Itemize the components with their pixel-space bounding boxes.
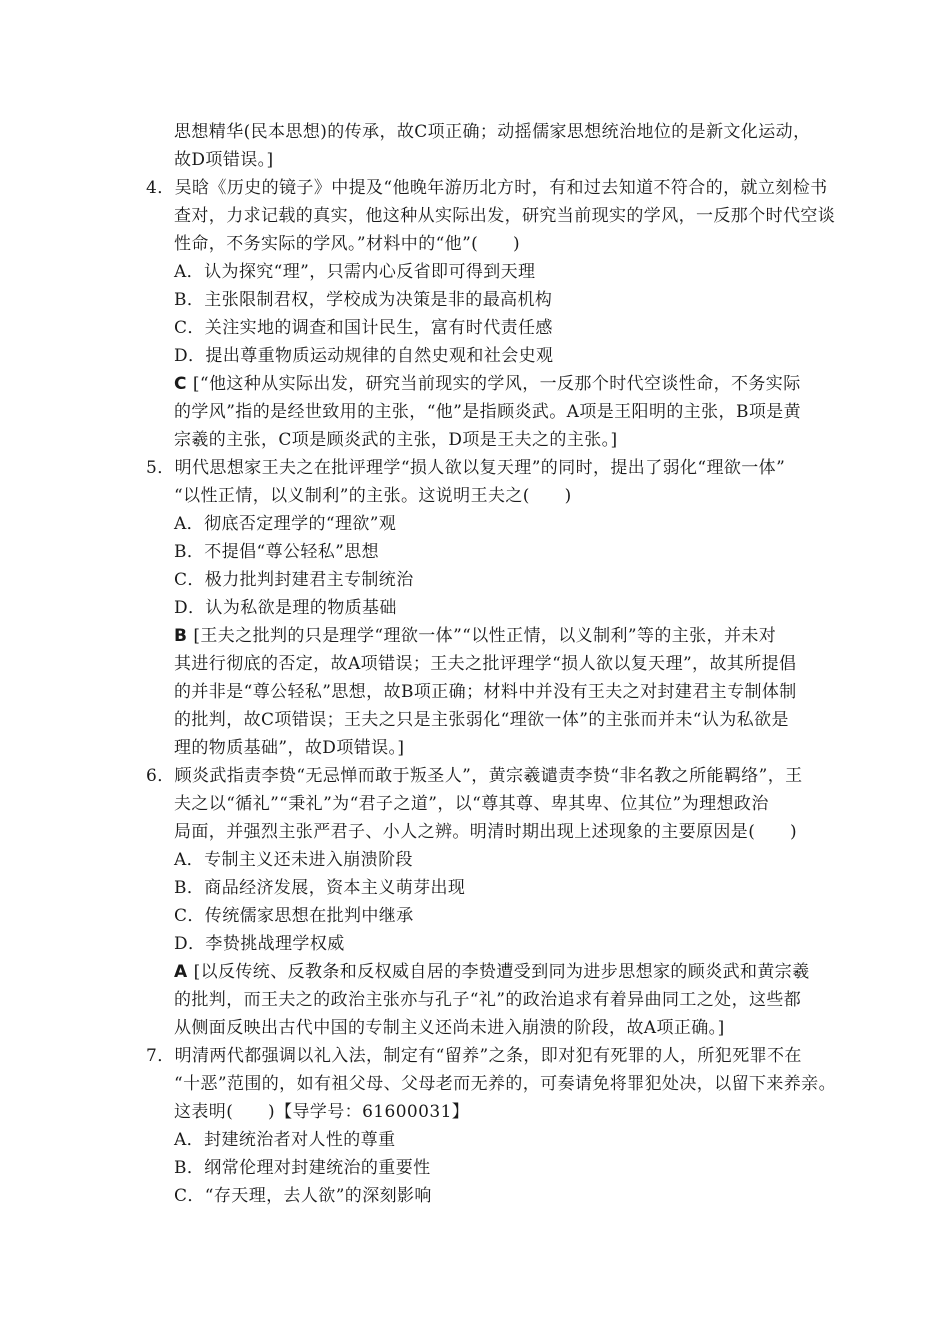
question-5-answer [174, 622, 776, 650]
question-6-option-d: D．李贽挑战理学权威 [174, 934, 345, 954]
text-line: 故D项错误。] [174, 150, 274, 170]
question-6-option-a: A．专制主义还未进入崩溃阶段 [174, 850, 413, 870]
question-6-answer [174, 958, 810, 986]
question-7-stem: 7．明清两代都强调以礼入法，制定有“留养”之条，即对犯有死罪的人，所犯死罪不在 [146, 1046, 802, 1066]
question-6-stem: 夫之以“循礼”“秉礼”为“君子之道”，以“尊其尊、卑其卑、位其位”为理想政治 [174, 794, 769, 814]
question-6-option-b: B．商品经济发展，资本主义萌芽出现 [174, 878, 466, 898]
question-4-stem: 4．吴晗《历史的镜子》中提及“他晚年游历北方时，有和过去知道不符合的，就立刻检书 [146, 178, 828, 198]
question-7-option-a: A．封建统治者对人性的尊重 [174, 1130, 396, 1150]
text-line: 思想精华(民本思想)的传承，故C项正确；动摇儒家思想统治地位的是新文化运动， [174, 122, 811, 142]
answer-text: [王夫之批判的只是理学“理欲一体”“以性正情，以义制利”等的主张，并未对 [193, 626, 777, 646]
question-4-option-b: B．主张限制君权，学校成为决策是非的最高机构 [174, 290, 553, 310]
answer-letter: A [174, 962, 188, 982]
question-5-answer: 其进行彻底的否定，故A项错误；王夫之批评理学“损人欲以复天理”，故其所提倡 [174, 654, 797, 674]
question-4-option-a: A．认为探究“理”，只需内心反省即可得到天理 [174, 262, 536, 282]
question-4-option-d: D．提出尊重物质运动规律的自然史观和社会史观 [174, 346, 554, 366]
question-6-option-c: C．传统儒家思想在批判中继承 [174, 906, 414, 926]
question-4-stem: 查对，力求记载的真实，他这种从实际出发，研究当前现实的学风，一反那个时代空谈 [174, 206, 836, 226]
question-7-option-b: B．纲常伦理对封建统治的重要性 [174, 1158, 431, 1178]
question-5-option-d: D．认为私欲是理的物质基础 [174, 598, 397, 618]
question-4-option-c: C．关注实地的调查和国计民生，富有时代责任感 [174, 318, 553, 338]
question-5-answer: 理的物质基础”，故D项错误。] [174, 738, 405, 758]
question-7-stem: “十恶”范围的，如有祖父母、父母老而无养的，可奏请免将罪犯处决，以留下来养亲。 [174, 1074, 836, 1094]
question-5-answer: 的并非是“尊公轻私”思想，故B项正确；材料中并没有王夫之对封建君主专制体制 [174, 682, 797, 702]
question-6-stem: 6．顾炎武指责李贽“无忌惮而敢于叛圣人”，黄宗羲谴责李贽“非名教之所能羁络”，王 [146, 766, 803, 786]
answer-text: [“他这种从实际出发，研究当前现实的学风，一反那个时代空谈性命，不务实际 [192, 374, 801, 394]
question-4-stem: 性命，不务实际的学风。”材料中的“他”( ) [174, 234, 521, 254]
question-4-answer [174, 370, 801, 398]
question-5-option-c: C．极力批判封建君主专制统治 [174, 570, 414, 590]
question-4-answer: 宗羲的主张，C项是顾炎武的主张，D项是王夫之的主张。] [174, 430, 618, 450]
question-5-stem: “以性正情，以义制利”的主张。这说明王夫之( ) [174, 486, 572, 506]
question-5-option-b: B．不提倡“尊公轻私”思想 [174, 542, 380, 562]
question-4-answer: 的学风”指的是经世致用的主张，“他”是指顾炎武。A项是王阳明的主张，B项是黄 [174, 402, 802, 422]
question-6-answer: 从侧面反映出古代中国的专制主义还尚未进入崩溃的阶段，故A项正确。] [174, 1018, 725, 1038]
question-7-option-c: C．“存天理，去人欲”的深刻影响 [174, 1186, 432, 1206]
answer-text: [以反传统、反教条和反权威自居的李贽遭受到同为进步思想家的顾炎武和黄宗羲 [193, 962, 810, 982]
answer-letter: B [174, 626, 188, 646]
question-5-stem: 5．明代思想家王夫之在批评理学“损人欲以复天理”的同时，提出了弱化“理欲一体” [146, 458, 786, 478]
question-5-answer: 的批判，故C项错误；王夫之只是主张弱化“理欲一体”的主张而并未“认为私欲是 [174, 710, 789, 730]
question-5-option-a: A．彻底否定理学的“理欲”观 [174, 514, 397, 534]
answer-letter: C [174, 374, 187, 394]
question-7-stem: 这表明( )【导学号：61600031】 [174, 1102, 470, 1122]
question-6-answer: 的批判，而王夫之的政治主张亦与孔子“礼”的政治追求有着异曲同工之处，这些都 [174, 990, 802, 1010]
question-6-stem: 局面，并强烈主张严君子、小人之辨。明清时期出现上述现象的主要原因是( ) [174, 822, 798, 842]
